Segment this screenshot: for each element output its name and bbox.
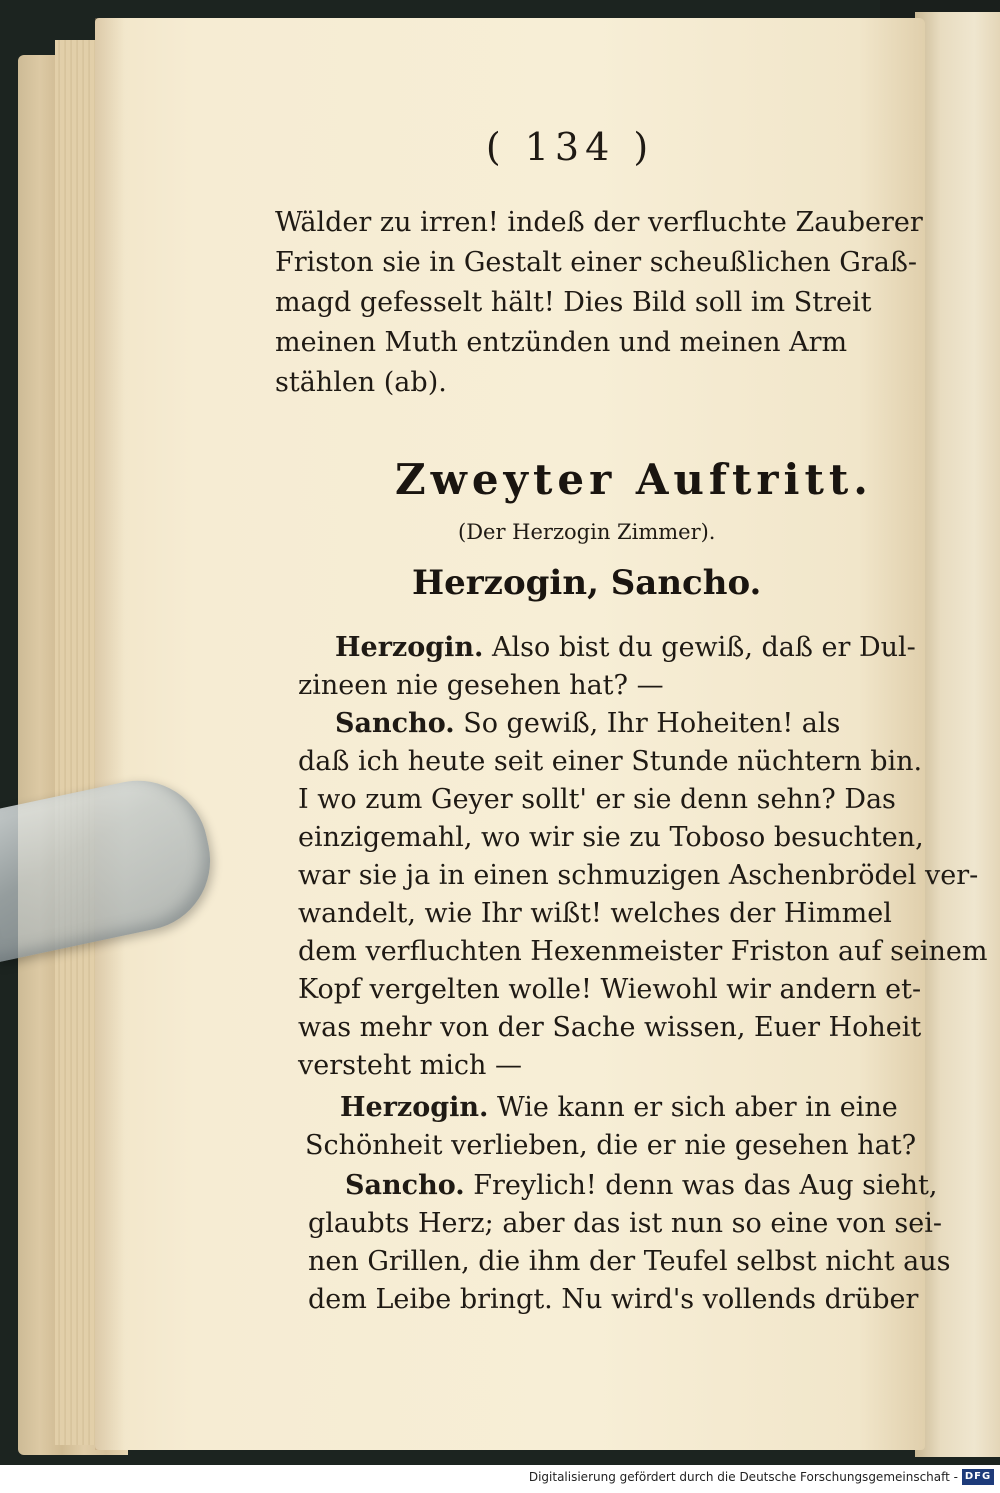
dialogue-line-7 <box>298 858 978 894</box>
speaker-name: Herzogin. <box>335 632 484 663</box>
dialogue-line-11 <box>298 1010 921 1046</box>
dialogue-line-13 <box>340 1090 898 1126</box>
text-line-top-4: meinen Muth entzünden und meinen Arm <box>275 327 848 358</box>
dialogue-text: dem Leibe bringt. Nu wird's vollends drüber <box>308 1284 919 1315</box>
dialogue-text: daß ich heute seit einer Stunde nüchtern bin. <box>298 746 923 777</box>
dialogue-text: Wie kann er sich aber in eine <box>488 1092 898 1123</box>
text-line-top-1: Wälder zu irren! indeß der verfluchte Zauberer <box>275 207 923 238</box>
speaker-name: Sancho. <box>335 708 455 739</box>
scene-title: Zweyter Auftritt. <box>395 455 873 504</box>
dialogue-line-3 <box>335 706 840 742</box>
dialogue-line-16 <box>308 1206 942 1242</box>
dialogue-line-1 <box>335 630 916 666</box>
speaker-name: Sancho. <box>345 1170 465 1201</box>
dialogue-line-18 <box>308 1282 918 1318</box>
page-number: ( 134 ) <box>485 125 655 169</box>
dialogue-text: zineen nie gesehen hat? — <box>298 670 664 701</box>
scene-cast: Herzogin, Sancho. <box>412 563 762 603</box>
dialogue-line-12 <box>298 1048 522 1084</box>
dialogue-text: So gewiß, Ihr Hoheiten! als <box>454 708 841 739</box>
dialogue-text: Schönheit verlieben, die er nie gesehen hat? <box>305 1130 917 1161</box>
dialogue-line-5 <box>298 782 896 818</box>
page-gutter-shadow <box>95 18 125 1450</box>
dialogue-line-15 <box>345 1168 937 1204</box>
dialogue-text: I wo zum Geyer sollt' er sie denn sehn? Das <box>298 784 896 815</box>
speaker-name: Herzogin. <box>340 1092 489 1123</box>
dialogue-text: versteht mich — <box>298 1050 522 1081</box>
dialogue-text: glaubts Herz; aber das ist nun so eine von sei- <box>308 1208 942 1239</box>
dialogue-line-2 <box>298 668 664 704</box>
scene-location: (Der Herzogin Zimmer). <box>458 520 716 544</box>
footer-credit: Digitalisierung gefördert durch die Deutsche Forschungsgemeinschaft - <box>528 1470 958 1484</box>
text-line-top-3: magd gefesselt hält! Dies Bild soll im Streit <box>275 287 872 318</box>
text-line-top-2: Friston sie in Gestalt einer scheußlichen Graß- <box>275 247 917 278</box>
dialogue-line-9 <box>298 934 988 970</box>
dialogue-line-14 <box>305 1128 916 1164</box>
dialogue-text: was mehr von der Sache wissen, Euer Hoheit <box>298 1012 922 1043</box>
dialogue-text: wandelt, wie Ihr wißt! welches der Himmel <box>298 898 892 929</box>
dialogue-line-4 <box>298 744 922 780</box>
dialogue-text: Freylich! denn was das Aug sieht, <box>464 1170 938 1201</box>
dialogue-text: war sie ja in einen schmuzigen Aschenbrödel ver- <box>298 860 979 891</box>
dialogue-line-17 <box>308 1244 951 1280</box>
dialogue-text: nen Grillen, die ihm der Teufel selbst nicht aus <box>308 1246 951 1277</box>
text-line-top-5: stählen (ab). <box>275 367 447 398</box>
dialogue-text: einzigemahl, wo wir sie zu Toboso besuchten, <box>298 822 924 853</box>
dialogue-line-6 <box>298 820 924 856</box>
dialogue-text: Kopf vergelten wolle! Wiewohl wir andern et- <box>298 974 922 1005</box>
dialogue-text: dem verfluchten Hexenmeister Friston auf seinem <box>298 936 988 967</box>
dialogue-line-10 <box>298 972 921 1008</box>
dfg-logo: DFG <box>962 1469 994 1485</box>
dialogue-text: Also bist du gewiß, daß er Dul- <box>483 632 916 663</box>
dialogue-line-8 <box>298 896 892 932</box>
